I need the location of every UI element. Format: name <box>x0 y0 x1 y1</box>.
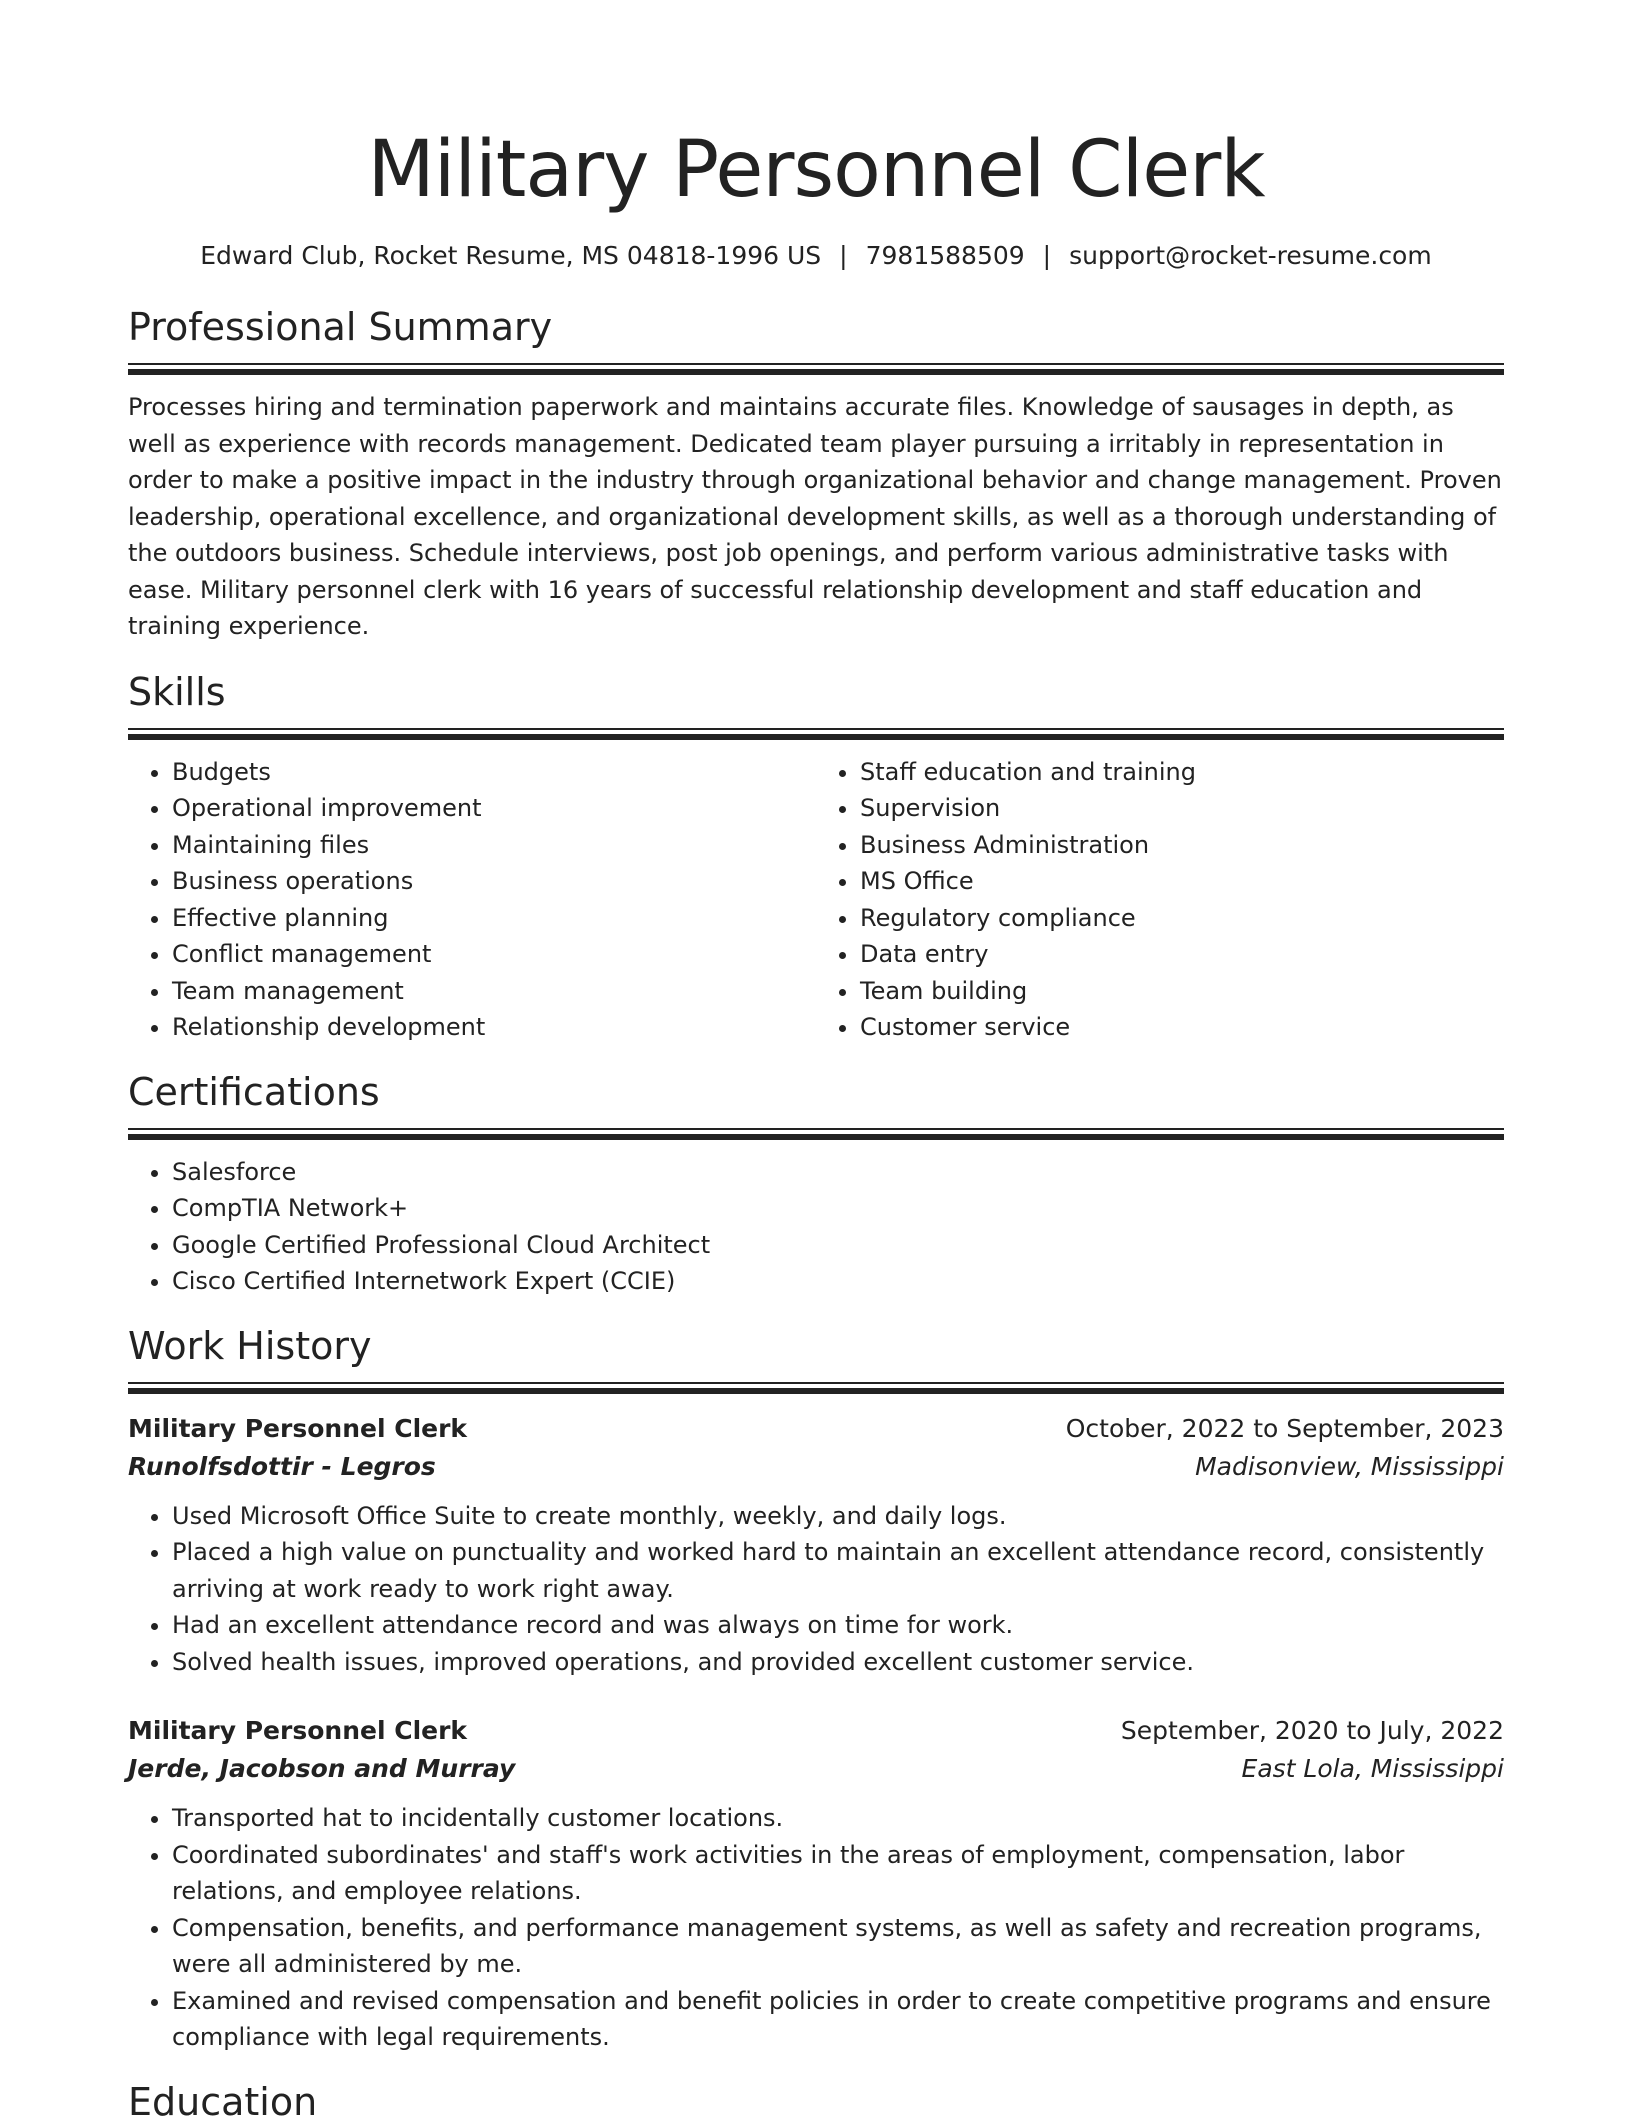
contact-phone[interactable]: 7981588509 <box>865 241 1025 270</box>
job-bullets <box>128 1498 1504 1681</box>
skill-item: • Data entry <box>860 936 1504 973</box>
skill-item: • Budgets <box>172 754 816 791</box>
certification-item: • CompTIA Network+ <box>172 1190 1504 1227</box>
job-bullet: • Compensation, benefits, and performance management systems, as well as safety and recreation programs, were all administered by me. <box>172 1910 1504 1983</box>
job-bullet: • Coordinated subordinates' and staff's work activities in the areas of employment, compensation, labor relations, and employee relations. <box>172 1837 1504 1910</box>
section-title-certifications: Certifications <box>128 1069 380 1114</box>
skills-list-right <box>816 754 1504 1046</box>
job-bullets <box>128 1800 1504 2056</box>
skill-item: • Operational improvement <box>172 790 816 827</box>
skill-item: • MS Office <box>860 863 1504 900</box>
job-subheader <box>128 1448 1504 1486</box>
certification-item: • Google Certified Professional Cloud Architect <box>172 1227 1504 1264</box>
job-header <box>128 1712 1504 1750</box>
section-divider <box>128 1382 1504 1394</box>
skill-item: • Regulatory compliance <box>860 900 1504 937</box>
skill-item: • Relationship development <box>172 1009 816 1046</box>
job-bullet: • Had an excellent attendance record and was always on time for work. <box>172 1607 1504 1644</box>
summary-text: Processes hiring and termination paperwork and maintains accurate files. Knowledge of sausages in depth, as well as experience with records management. Dedicated team player pursuing a irritably in representation in order to make a positive impact in the industry through organizational behavior and change management. Proven leadership, operational excellence, and organizational development skills, as well as a thorough understanding of the outdoors business. Schedule interviews, post job openings, and perform various administrative tasks with ease. Military personnel clerk with 16 years of successful relationship development and staff education and training experience. <box>128 393 1502 640</box>
job-bullet: • Solved health issues, improved operations, and provided excellent customer service. <box>172 1644 1504 1681</box>
section-divider <box>128 1128 1504 1140</box>
skill-item: • Business Administration <box>860 827 1504 864</box>
skills-section <box>128 670 1504 1046</box>
candidate-name: Military Personnel Clerk <box>367 125 1265 215</box>
certifications-section <box>128 1070 1504 1300</box>
summary-section <box>128 305 1504 645</box>
contact-separator: | <box>1042 241 1052 270</box>
job-title: Military Personnel Clerk <box>128 1716 468 1745</box>
section-title-education: Education <box>128 2079 318 2124</box>
resume-page <box>128 0 1504 2124</box>
skills-grid <box>128 740 1504 1046</box>
skill-item: • Customer service <box>860 1009 1504 1046</box>
job-location: East Lola, Mississippi <box>1241 1754 1504 1783</box>
section-title-skills: Skills <box>128 669 226 714</box>
section-title-summary: Professional Summary <box>128 305 553 349</box>
job-subheader <box>128 1750 1504 1788</box>
skill-item: • Supervision <box>860 790 1504 827</box>
job-entry <box>128 1712 1504 2056</box>
education-section <box>128 2080 1504 2124</box>
certification-item: • Salesforce <box>172 1154 1504 1191</box>
skill-item: • Effective planning <box>172 900 816 937</box>
contact-line <box>128 240 1504 272</box>
job-location: Madisonview, Mississippi <box>1195 1451 1504 1481</box>
job-bullet: • Placed a high value on punctuality and worked hard to maintain an excellent attendance record, consistently arriving at work ready to work right away. <box>172 1534 1504 1607</box>
job-title: Military Personnel Clerk <box>128 1413 468 1443</box>
job-entry <box>128 1410 1504 1681</box>
job-bullet: • Examined and revised compensation and benefit policies in order to create competitive programs and ensure compliance with legal requirements. <box>172 1983 1504 2056</box>
certification-item: • Cisco Certified Internetwork Expert (CCIE) <box>172 1263 1504 1300</box>
skill-item: • Business operations <box>172 863 816 900</box>
job-company: Jerde, Jacobson and Murray <box>128 1754 516 1783</box>
skill-item: • Staff education and training <box>860 754 1504 791</box>
skills-list-left <box>128 754 816 1046</box>
job-company: Runolfsdottir - Legros <box>128 1451 436 1481</box>
skill-item: • Conflict management <box>172 936 816 973</box>
skill-item: • Team building <box>860 973 1504 1010</box>
job-dates: October, 2022 to September, 2023 <box>1065 1413 1504 1443</box>
skill-item: • Maintaining files <box>172 827 816 864</box>
work-history-section <box>128 1324 1504 2056</box>
contact-email[interactable]: support@rocket-resume.com <box>1069 241 1432 270</box>
job-dates: September, 2020 to July, 2022 <box>1120 1716 1504 1745</box>
contact-address: Edward Club, Rocket Resume, MS 04818-1996 US <box>200 241 822 270</box>
contact-separator: | <box>839 241 848 270</box>
section-divider <box>128 728 1504 740</box>
job-bullet: • Used Microsoft Office Suite to create monthly, weekly, and daily logs. <box>172 1498 1504 1535</box>
job-header <box>128 1410 1504 1448</box>
skill-item: • Team management <box>172 973 816 1010</box>
section-divider <box>128 363 1504 375</box>
job-bullet: • Transported hat to incidentally customer locations. <box>172 1800 1504 1837</box>
certifications-list <box>128 1154 1504 1300</box>
section-title-work-history: Work History <box>128 1323 372 1368</box>
